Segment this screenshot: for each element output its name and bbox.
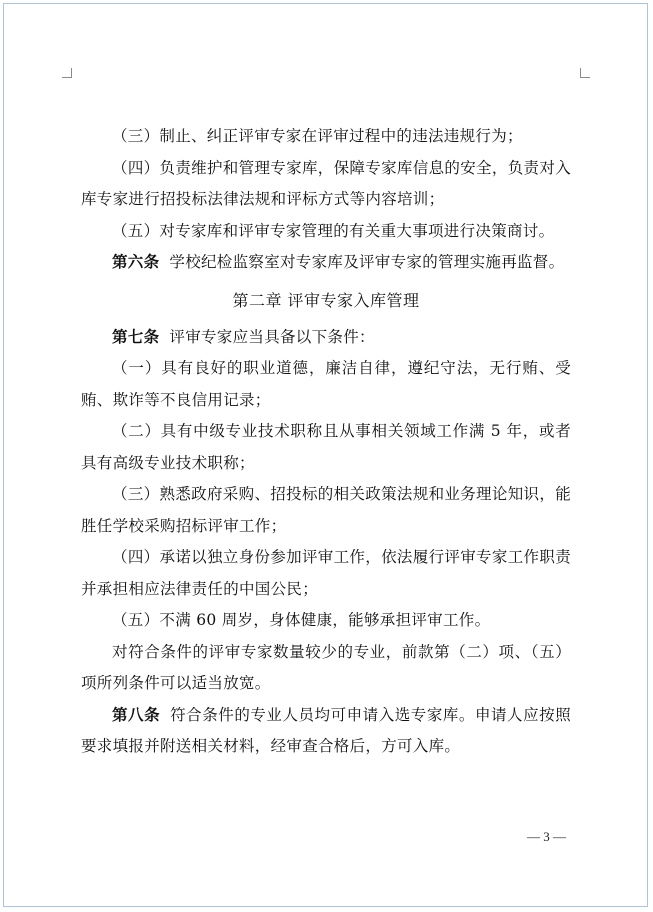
condition-4: （四）承诺以独立身份参加评审工作，依法履行评审专家工作职责并承担相应法律责任的中国公民；	[81, 548, 571, 598]
article-7-text: 评审专家应当具备以下条件：	[169, 327, 375, 346]
article-6-label: 第六条	[112, 253, 160, 271]
corner-mark-top-left	[62, 68, 72, 78]
corner-mark-top-right	[580, 68, 590, 78]
article-7	[81, 322, 571, 354]
article-8-text: 符合条件的专业人员均可申请入选专家库。申请人应按照要求填报并附送相关材料，经审查合格后，方可入库。	[81, 705, 571, 755]
condition-3: （三）熟悉政府采购、招投标的相关政策法规和业务理论知识，能胜任学校采购招标评审工作；	[81, 485, 571, 535]
paragraph-duty-4: （四）负责维护和管理专家库，保障专家库信息的安全，负责对入库专家进行招投标法律法规和评标方式等内容培训；	[81, 158, 571, 208]
condition-5: （五）不满 60 周岁，身体健康，能够承担评审工作。	[112, 611, 491, 629]
paragraph-duty-3: （三）制止、纠正评审专家在评审过程中的违法违规行为；	[112, 127, 523, 145]
paragraph-duty-5: （五）对专家库和评审专家管理的有关重大事项进行决策商讨。	[112, 221, 555, 240]
article-6	[81, 247, 571, 279]
condition-relaxation-note: 对符合条件的评审专家数量较少的专业，前款第（二）项、（五）项所列条件可以适当放宽。	[81, 642, 571, 692]
document-body	[81, 121, 571, 763]
article-8-label: 第八条	[112, 705, 161, 724]
article-6-text: 学校纪检监察室对专家库及评审专家的管理实施再监督。	[169, 253, 565, 271]
article-7-label: 第七条	[112, 327, 160, 346]
chapter-title: 第二章 评审专家入库管理	[232, 290, 420, 310]
condition-1: （一）具有良好的职业道德，廉洁自律，遵纪守法，无行贿、受贿、欺诈等不良信用记录；	[81, 359, 571, 409]
page-number: — 3 —	[527, 829, 566, 844]
article-8	[81, 700, 571, 763]
condition-2: （二）具有中级专业技术职称且从事相关领域工作满 5 年，或者具有高级专业技术职称；	[81, 422, 571, 472]
